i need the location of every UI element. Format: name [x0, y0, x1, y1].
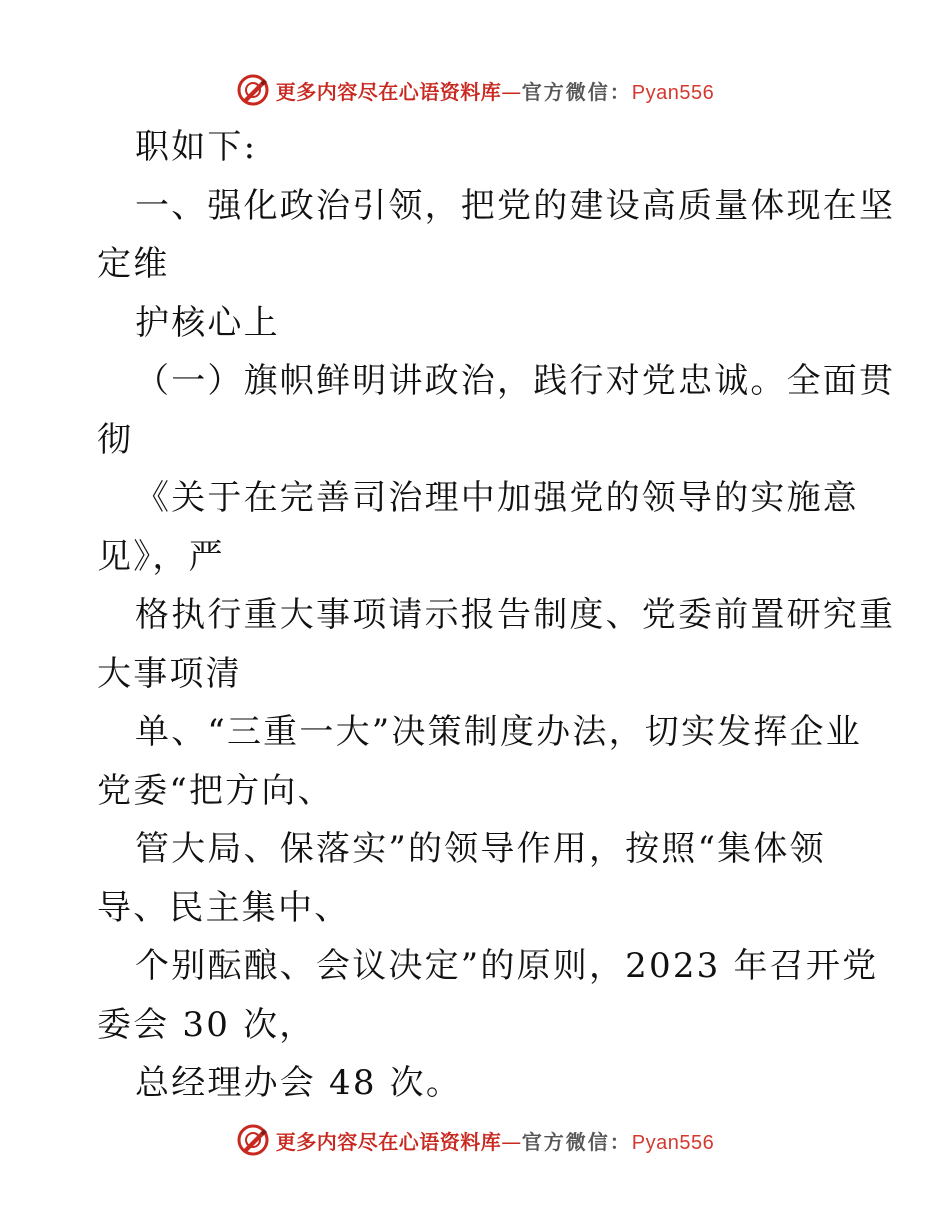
banner-wechat-id: Pyan556 [631, 1131, 715, 1154]
banner-wechat-id: Pyan556 [631, 81, 715, 104]
text-line: 《关于在完善司治理中加强党的领导的实施意 [135, 478, 859, 518]
text-line: 大事项清 [97, 653, 242, 694]
footer-watermark-banner [0, 1120, 950, 1160]
text-line: （一）旗帜鲜明讲政治，践行对党忠诚。全面贯 [135, 361, 896, 401]
text-line: 总经理办会 48 次。 [135, 1063, 463, 1103]
banner-dash: — [501, 1129, 522, 1154]
text-line: 党委“把方向、 [97, 770, 334, 811]
document-body [97, 118, 896, 1113]
text-line: 单、“三重一大”决策制度办法，切实发挥企业 [135, 712, 862, 752]
banner-wechat-label: 官方微信： [521, 1129, 632, 1154]
banner-wechat-label: 官方微信： [521, 79, 632, 104]
banner-main-text: 更多内容尽在心语资料库 [275, 79, 502, 104]
text-line: 职如下: [135, 127, 258, 167]
text-line: 委会 30 次， [97, 1004, 316, 1045]
pen-logo-icon [236, 73, 270, 107]
text-line: 一、强化政治引领，把党的建设高质量体现在坚 [135, 185, 896, 226]
text-line: 格执行重大事项请示报告制度、党委前置研究重 [135, 595, 896, 635]
text-line: 护核心上 [135, 302, 280, 343]
text-line: 导、民主集中、 [97, 887, 351, 928]
text-line: 彻 [97, 419, 134, 460]
banner-dash: — [501, 79, 522, 104]
banner-main-text: 更多内容尽在心语资料库 [275, 1129, 502, 1154]
text-line: 见》，严 [97, 536, 225, 577]
text-line: 个别酝酿、会议决定”的原则，2023 年召开党 [135, 946, 879, 986]
text-line: 定维 [97, 244, 170, 284]
header-watermark-banner [0, 70, 950, 110]
pen-logo-icon [236, 1123, 270, 1157]
text-line: 管大局、保落实”的领导作用，按照“集体领 [135, 829, 826, 869]
